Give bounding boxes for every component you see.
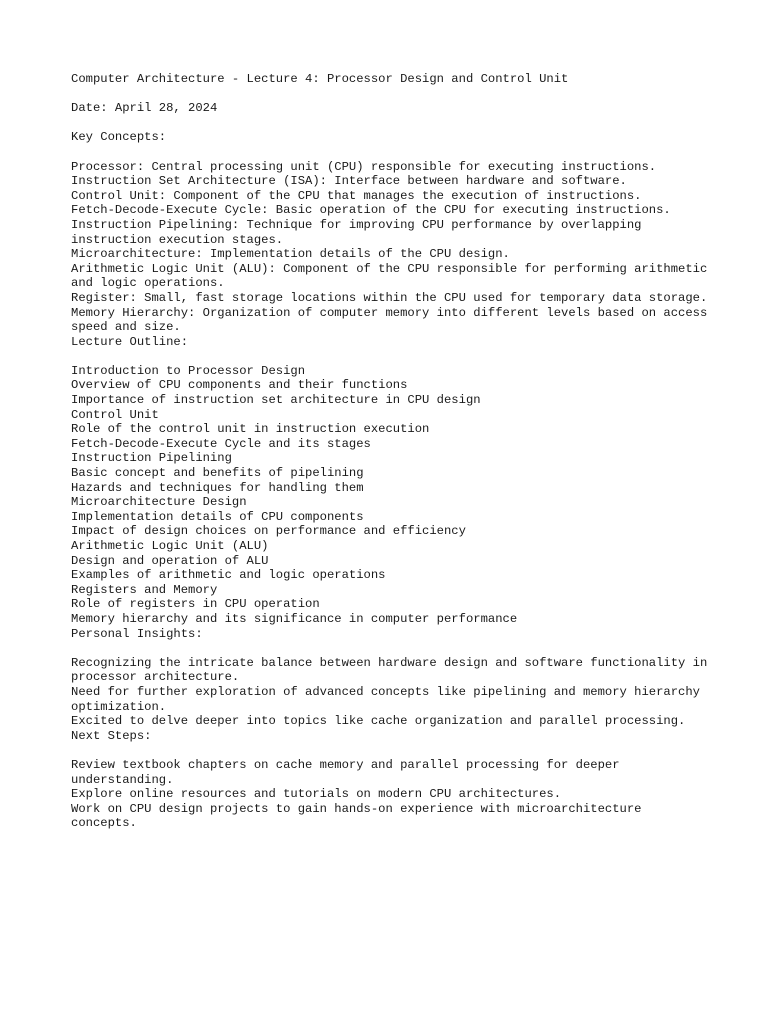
key-concept-item: Memory Hierarchy: Organization of computer memory into different levels based on access speed and size.: [71, 305, 715, 335]
next-step-item: Work on CPU design projects to gain hands-on experience with microarchitecture concepts.: [71, 801, 649, 831]
insight-item: Excited to delve deeper into topics like cache organization and parallel processing.: [71, 714, 686, 729]
insight-item: Recognizing the intricate balance between hardware design and software functionality in processor architecture.: [71, 655, 715, 685]
next-step-item: Explore online resources and tutorials on modern CPU architectures.: [71, 787, 562, 802]
document-title: Computer Architecture - Lecture 4: Processor Design and Control Unit: [71, 72, 569, 86]
outline-item: Implementation details of CPU components: [71, 509, 364, 524]
key-concept-item: Instruction Pipelining: Technique for improving CPU performance by overlapping instruction execution stages.: [71, 217, 649, 247]
outline-item: Role of registers in CPU operation: [71, 597, 320, 612]
key-concept-item: Control Unit: Component of the CPU that manages the execution of instructions.: [71, 188, 642, 203]
outline-item: Control Unit: [71, 407, 159, 422]
outline-item: Examples of arithmetic and logic operations: [71, 568, 386, 583]
key-concept-item: Microarchitecture: Implementation details of the CPU design.: [71, 247, 510, 262]
outline-item: Registers and Memory: [71, 582, 218, 597]
outline-item: Memory hierarchy and its significance in computer performance: [71, 611, 518, 626]
outline-item: Impact of design choices on performance and efficiency: [71, 524, 466, 539]
key-concept-item: Arithmetic Logic Unit (ALU): Component of the CPU responsible for performing arithmetic and logic operations.: [71, 261, 715, 291]
document-date: Date: April 28, 2024: [71, 101, 218, 116]
outline-item: Instruction Pipelining: [71, 451, 232, 466]
outline-item: Design and operation of ALU: [71, 553, 269, 568]
key-concept-item: Instruction Set Architecture (ISA): Interface between hardware and software.: [71, 174, 627, 189]
key-concepts-heading: Key Concepts:: [71, 130, 167, 145]
next-steps-heading: Next Steps:: [71, 728, 152, 743]
key-concept-item: Processor: Central processing unit (CPU) responsible for executing instructions.: [71, 159, 657, 174]
document-page: [71, 72, 715, 831]
outline-item: Importance of instruction set architecture in CPU design: [71, 393, 481, 408]
key-concept-item: Fetch-Decode-Execute Cycle: Basic operation of the CPU for executing instructions.: [71, 203, 671, 218]
personal-insights-heading: Personal Insights:: [71, 626, 203, 641]
outline-item: Microarchitecture Design: [71, 495, 247, 510]
personal-insights-list: [71, 655, 715, 729]
key-concept-item: Register: Small, fast storage locations within the CPU used for temporary data storage.: [71, 290, 708, 305]
outline-item: Introduction to Processor Design: [71, 363, 306, 378]
next-steps-list: [71, 758, 711, 831]
lecture-outline-heading: Lecture Outline:: [71, 334, 189, 349]
next-step-item: Review textbook chapters on cache memory and parallel processing for deeper understanding.: [71, 757, 627, 787]
outline-item: Role of the control unit in instruction execution: [71, 422, 430, 437]
lecture-outline-list: [71, 364, 711, 627]
outline-item: Overview of CPU components and their functions: [71, 378, 408, 393]
outline-item: Hazards and techniques for handling them: [71, 480, 364, 495]
insight-item: Need for further exploration of advanced concepts like pipelining and memory hierarchy optimization.: [71, 684, 708, 714]
outline-item: Basic concept and benefits of pipelining: [71, 466, 364, 481]
outline-item: Arithmetic Logic Unit (ALU): [71, 539, 269, 553]
outline-item: Fetch-Decode-Execute Cycle and its stages: [71, 436, 371, 451]
key-concepts-list: [71, 159, 715, 335]
